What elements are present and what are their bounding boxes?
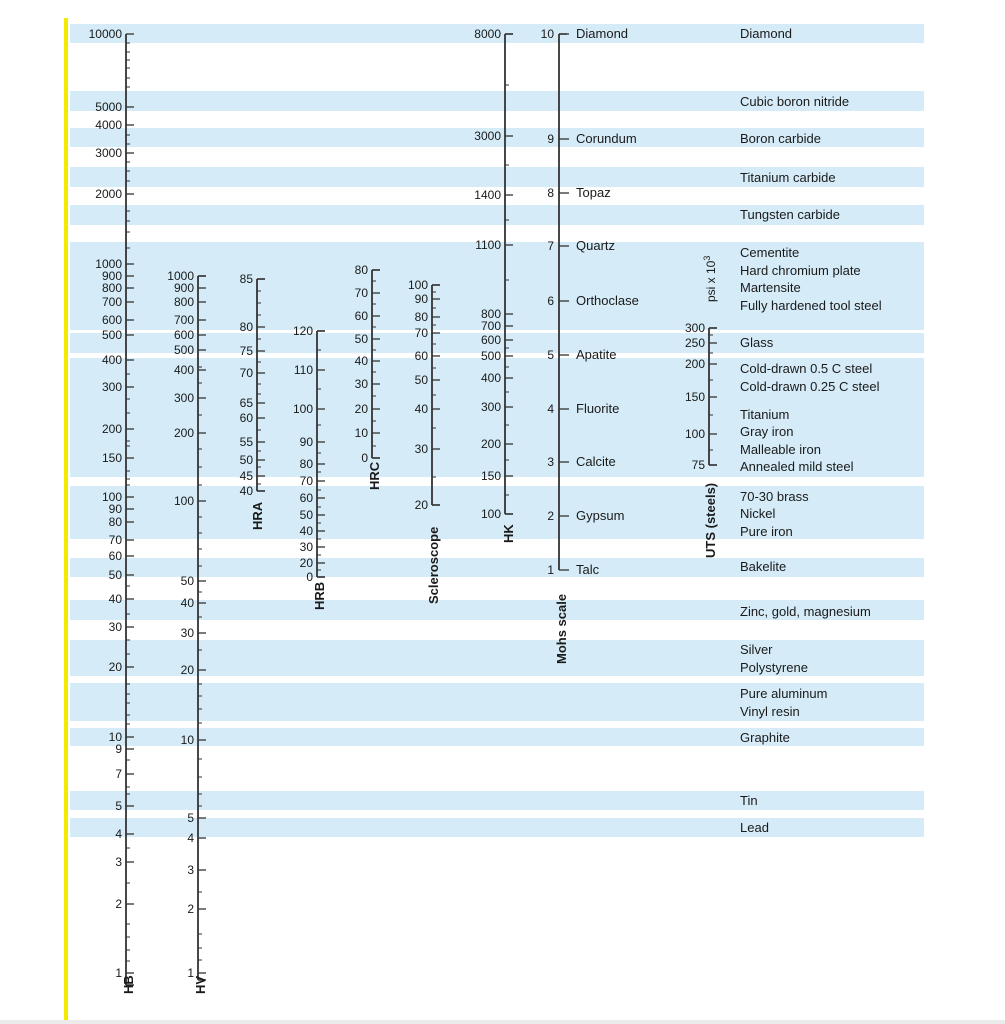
material-label: Cold-drawn 0.5 C steel (740, 361, 873, 376)
tick-label: 70 (354, 286, 368, 300)
tick-label: 4 (187, 831, 194, 845)
mohs-value: 3 (547, 455, 554, 469)
material-label: Pure aluminum (740, 686, 828, 701)
tick-label: 50 (239, 453, 253, 467)
mohs-mineral: Topaz (576, 185, 611, 200)
scale-name-mohs: Mohs scale (554, 593, 569, 664)
material-label: Glass (740, 335, 774, 350)
tick-label: 200 (101, 422, 122, 436)
tick-label: 40 (180, 596, 194, 610)
tick-label: 4 (115, 827, 122, 841)
material-label: Pure iron (740, 524, 793, 539)
scale-name-hrb: HRB (312, 581, 327, 610)
tick-label: 80 (414, 310, 428, 324)
tick-label: 700 (173, 313, 194, 327)
material-label: Hard chromium plate (740, 263, 861, 278)
tick-label: 600 (101, 313, 122, 327)
material-label: Nickel (740, 506, 776, 521)
tick-label: 30 (108, 620, 122, 634)
material-label: Fully hardened tool steel (740, 298, 882, 313)
mohs-value: 4 (547, 402, 554, 416)
tick-label: 10 (180, 733, 194, 747)
mohs-value: 7 (547, 239, 554, 253)
tick-label: 100 (407, 278, 428, 292)
tick-label: 60 (299, 491, 313, 505)
scale-name-uts: UTS (steels) (703, 482, 718, 558)
tick-label: 3 (187, 863, 194, 877)
material-label: Tungsten carbide (740, 207, 840, 222)
tick-label: 1 (187, 966, 194, 980)
tick-label: 110 (293, 363, 313, 377)
tick-label: 20 (414, 498, 428, 512)
material-label: Martensite (740, 280, 801, 295)
bottom-strip (0, 1020, 1005, 1024)
mohs-value: 8 (547, 186, 554, 200)
tick-label: 800 (173, 295, 194, 309)
tick-label: 5 (115, 799, 122, 813)
tick-label: 100 (292, 402, 313, 416)
tick-label: 50 (180, 574, 194, 588)
tick-label: 70 (239, 366, 253, 380)
scale-name-hv: HV (193, 975, 208, 994)
tick-label: 600 (173, 328, 194, 342)
accent-bar (64, 18, 68, 1020)
tick-label: 100 (684, 427, 705, 441)
tick-label: 300 (173, 391, 194, 405)
tick-label: 3000 (474, 129, 501, 143)
mohs-value: 5 (547, 348, 554, 362)
material-label: Annealed mild steel (740, 459, 854, 474)
uts-unit-label (702, 256, 718, 302)
tick-label: 200 (684, 357, 705, 371)
material-label: 70-30 brass (740, 489, 809, 504)
tick-label: 400 (480, 371, 501, 385)
tick-label: 0 (361, 451, 368, 465)
material-label: Bakelite (740, 559, 787, 574)
tick-label: 70 (299, 474, 313, 488)
tick-label: 9 (115, 742, 122, 756)
tick-label: 40 (239, 484, 253, 498)
mohs-mineral: Apatite (576, 347, 617, 362)
tick-label: 150 (480, 469, 501, 483)
tick-label: 90 (108, 502, 122, 516)
mohs-mineral: Orthoclase (576, 293, 639, 308)
mohs-mineral: Gypsum (576, 508, 625, 523)
tick-label: 300 (480, 400, 501, 414)
material-label: Cold-drawn 0.25 C steel (740, 379, 880, 394)
scale-name-hk: HK (501, 524, 516, 543)
tick-label: 60 (239, 411, 253, 425)
material-label: Polystyrene (740, 660, 808, 675)
uts-unit-exponent: 3 (702, 255, 712, 261)
tick-label: 200 (173, 426, 194, 440)
tick-label: 20 (180, 663, 194, 677)
tick-label: 150 (684, 390, 705, 404)
material-label: Malleable iron (740, 442, 821, 457)
material-label: Titanium carbide (740, 170, 836, 185)
tick-label: 50 (108, 568, 122, 582)
tick-label: 800 (101, 281, 122, 295)
tick-label: 400 (101, 353, 122, 367)
material-label: Vinyl resin (740, 704, 800, 719)
mohs-value: 9 (547, 132, 554, 146)
tick-label: 3 (115, 855, 122, 869)
tick-label: 50 (414, 373, 428, 387)
material-label: Graphite (740, 730, 790, 745)
tick-label: 250 (684, 336, 705, 350)
tick-label: 300 (101, 380, 122, 394)
tick-label: 60 (414, 349, 428, 363)
tick-label: 85 (239, 272, 253, 286)
tick-label: 800 (480, 307, 501, 321)
mohs-mineral: Corundum (576, 131, 637, 146)
tick-label: 10000 (88, 27, 122, 41)
tick-label: 10 (354, 426, 368, 440)
tick-label: 65 (239, 396, 253, 410)
tick-label: 900 (101, 269, 122, 283)
tick-label: 100 (173, 494, 194, 508)
tick-label: 75 (691, 458, 705, 472)
tick-label: 700 (101, 295, 122, 309)
tick-label: 1000 (167, 269, 194, 283)
tick-label: 40 (354, 354, 368, 368)
tick-label: 1400 (474, 188, 501, 202)
tick-label: 70 (108, 533, 122, 547)
scale-name-hrc: HRC (367, 461, 382, 490)
material-label: Tin (740, 793, 758, 808)
tick-label: 70 (414, 326, 428, 340)
tick-label: 80 (239, 320, 253, 334)
tick-label: 40 (414, 402, 428, 416)
tick-label: 75 (239, 344, 253, 358)
tick-label: 150 (101, 451, 122, 465)
tick-label: 40 (299, 524, 313, 538)
tick-label: 10 (108, 730, 122, 744)
tick-label: 900 (173, 281, 194, 295)
tick-label: 5 (187, 811, 194, 825)
material-label: Titanium (740, 407, 790, 422)
scale-name-hb: HB (121, 975, 136, 994)
tick-label: 40 (108, 592, 122, 606)
mohs-mineral: Calcite (576, 454, 616, 469)
tick-label: 90 (414, 292, 428, 306)
tick-label: 2 (187, 902, 194, 916)
tick-label: 45 (239, 469, 253, 483)
scale-name-hra: HRA (250, 501, 265, 530)
tick-label: 500 (101, 328, 122, 342)
mohs-value: 6 (547, 294, 554, 308)
tick-label: 80 (108, 515, 122, 529)
tick-label: 20 (108, 660, 122, 674)
tick-label: 60 (354, 309, 368, 323)
tick-label: 300 (684, 321, 705, 335)
material-label: Cementite (740, 245, 800, 260)
material-label: Diamond (740, 26, 793, 41)
tick-label: 0 (306, 570, 313, 584)
tick-label: 8000 (474, 27, 501, 41)
tick-label: 3000 (95, 146, 122, 160)
tick-label: 120 (292, 324, 313, 338)
tick-label: 1 (115, 966, 122, 980)
mohs-mineral: Fluorite (576, 401, 620, 416)
tick-label: 30 (354, 377, 368, 391)
mohs-value: 2 (547, 509, 554, 523)
tick-label: 500 (480, 349, 501, 363)
mohs-mineral: Quartz (576, 238, 616, 253)
tick-label: 5000 (95, 100, 122, 114)
mohs-mineral: Diamond (576, 26, 629, 41)
tick-label: 30 (180, 626, 194, 640)
material-label: Zinc, gold, magnesium (740, 604, 871, 619)
tick-label: 20 (299, 556, 313, 570)
tick-label: 2000 (95, 187, 122, 201)
mohs-value: 1 (547, 563, 554, 577)
tick-label: 600 (480, 333, 501, 347)
tick-label: 500 (173, 343, 194, 357)
tick-label: 2 (115, 897, 122, 911)
mohs-mineral: Talc (576, 562, 600, 577)
tick-label: 1000 (95, 257, 122, 271)
tick-label: 80 (354, 263, 368, 277)
tick-label: 400 (173, 363, 194, 377)
uts-unit-text: psi x 10 (704, 260, 718, 302)
tick-label: 20 (354, 402, 368, 416)
material-label: Gray iron (740, 424, 794, 439)
tick-label: 90 (299, 435, 313, 449)
tick-label: 7 (115, 767, 122, 781)
material-label: Lead (740, 820, 769, 835)
tick-label: 50 (299, 508, 313, 522)
mohs-value: 10 (540, 27, 554, 41)
tick-label: 700 (480, 319, 501, 333)
scale-name-scleroscope: Scleroscope (426, 526, 441, 604)
tick-label: 50 (354, 332, 368, 346)
tick-label: 200 (480, 437, 501, 451)
material-label: Cubic boron nitride (740, 94, 850, 109)
tick-label: 30 (414, 442, 428, 456)
tick-label: 100 (480, 507, 501, 521)
material-label: Boron carbide (740, 131, 821, 146)
tick-label: 80 (299, 457, 313, 471)
tick-label: 4000 (95, 118, 122, 132)
tick-label: 55 (239, 435, 253, 449)
tick-label: 1100 (475, 238, 501, 252)
tick-label: 30 (299, 540, 313, 554)
material-label: Silver (740, 642, 773, 657)
tick-label: 60 (108, 549, 122, 563)
tick-label: 100 (101, 490, 122, 504)
